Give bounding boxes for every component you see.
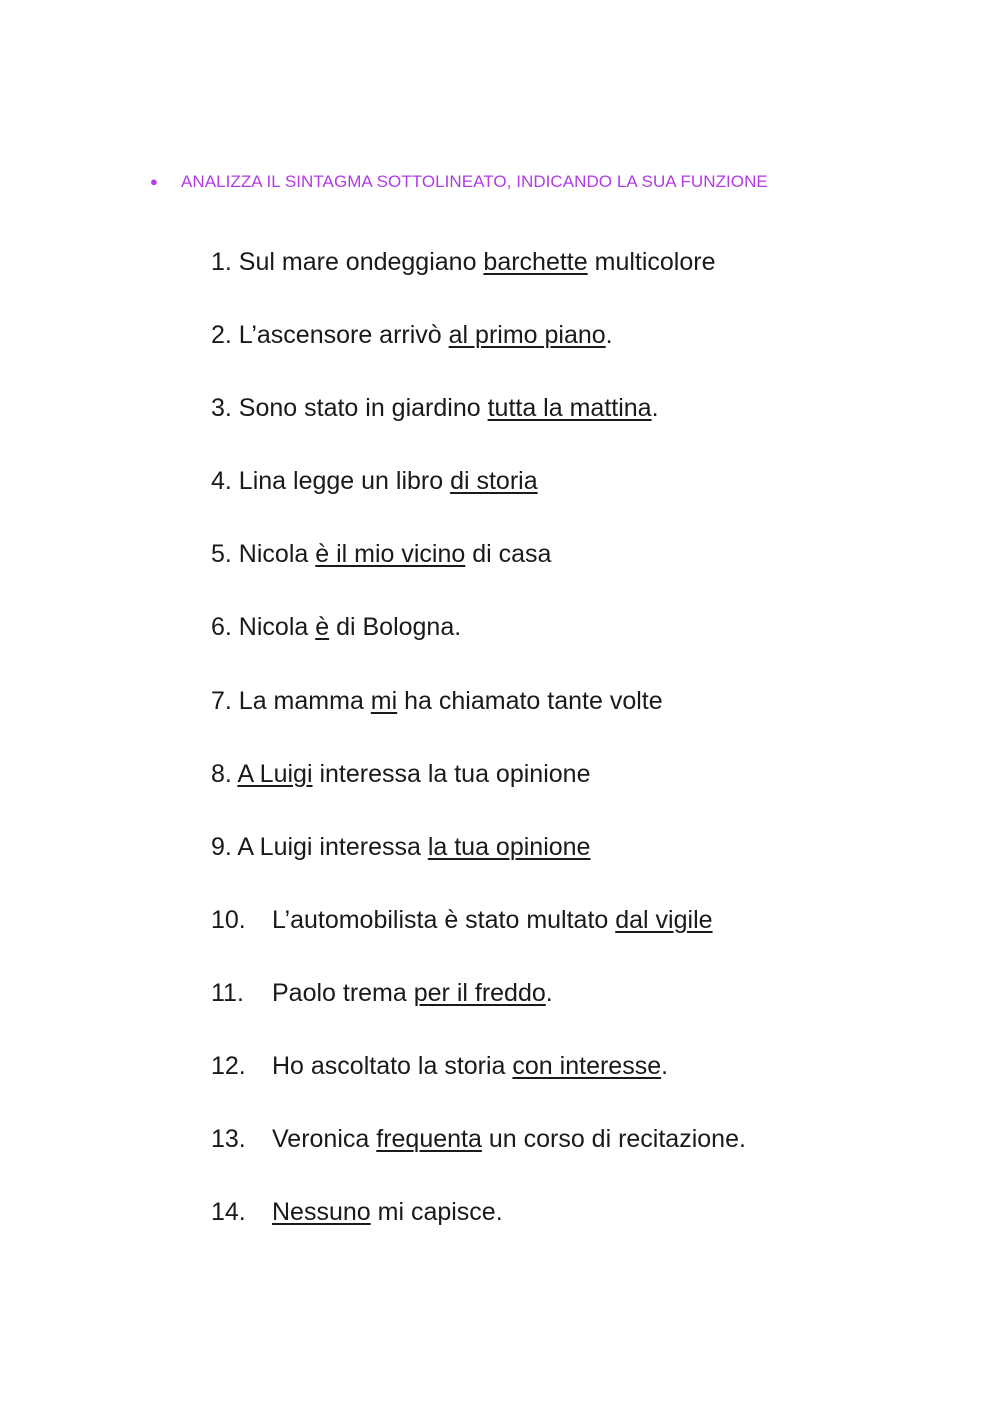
exercise-item-2 [211,317,746,390]
exercise-text-before: L’automobilista è stato multato [272,905,616,934]
exercise-number: 11. [211,978,244,1007]
exercise-item-10 [211,902,746,975]
underlined-phrase: tutta la mattina [487,394,652,423]
exercise-item-7 [211,683,746,756]
underlined-phrase: mi [370,686,398,715]
exercise-number: 3. [211,394,232,423]
exercise-item-12 [211,1048,746,1121]
exercise-item-14 [211,1194,746,1267]
exercise-text-before: Sono stato in giardino [231,394,488,423]
exercise-number: 5. [211,540,232,569]
exercise-text-before: Ho ascoltato la storia [272,1052,513,1081]
exercise-number: 4. [211,467,232,496]
exercise-number: 12. [211,1052,246,1081]
underlined-phrase: barchette [483,248,588,276]
underlined-phrase: con interesse [512,1052,662,1081]
underlined-phrase: è [315,613,330,642]
exercise-list [211,244,746,1267]
underlined-phrase: la tua opinione [427,832,591,861]
exercise-text-before: Nicola [231,540,316,569]
exercise-text-after: . [605,321,613,350]
exercise-number: 9. [211,832,232,861]
exercise-item-13 [211,1121,746,1194]
exercise-number: 14. [211,1198,246,1227]
underlined-phrase: frequenta [376,1125,482,1154]
exercise-number: 8. [211,759,232,788]
bullet-icon: ● [150,174,158,189]
underlined-phrase: al primo piano [448,321,606,350]
underlined-phrase: di storia [450,467,538,496]
exercise-item-9 [211,829,746,902]
exercise-text-after: di casa [465,540,552,569]
exercise-text-after: . [661,1052,669,1081]
exercise-number: 7. [211,686,232,715]
exercise-text-before: A Luigi interessa [231,832,428,861]
exercise-item-8 [211,756,746,829]
exercise-text-after: mi capisce. [370,1198,503,1227]
exercise-text-before: Nicola [231,613,316,642]
exercise-number: 10. [211,905,246,934]
exercise-text-after: . [545,978,553,1007]
exercise-item-11 [211,975,746,1048]
instruction-heading [150,172,768,192]
underlined-phrase: A Luigi [237,759,313,788]
exercise-text-after: di Bologna. [329,613,462,642]
underlined-phrase: per il freddo [413,978,546,1007]
underlined-phrase: dal vigile [615,905,713,934]
exercise-text-before: Paolo trema [272,978,414,1007]
instruction-text: ANALIZZA IL SINTAGMA SOTTOLINEATO, INDICANDO LA SUA FUNZIONE [181,172,768,191]
underlined-phrase: Nessuno [272,1198,371,1227]
exercise-text-after: interessa la tua opinione [312,759,591,788]
exercise-item-4 [211,463,746,536]
exercise-item-3 [211,390,746,463]
exercise-number: 2. [211,321,232,350]
exercise-text-after: un corso di recitazione. [481,1125,746,1154]
underlined-phrase: è il mio vicino [315,540,466,569]
exercise-number: 1. [211,248,232,276]
exercise-text-after: . [651,394,659,423]
exercise-number: 6. [211,613,232,642]
exercise-item-6 [211,609,746,682]
exercise-item-1 [211,244,746,317]
exercise-item-5 [211,536,746,609]
exercise-text-before: Sul mare ondeggiano [231,248,484,276]
exercise-text-after: multicolore [587,248,716,276]
exercise-number: 13. [211,1125,246,1154]
exercise-text-before: La mamma [231,686,371,715]
exercise-text-after: ha chiamato tante volte [397,686,663,715]
exercise-text-before: L’ascensore arrivò [231,321,449,350]
exercise-text-before: Veronica [272,1125,377,1154]
exercise-text-before: Lina legge un libro [231,467,451,496]
